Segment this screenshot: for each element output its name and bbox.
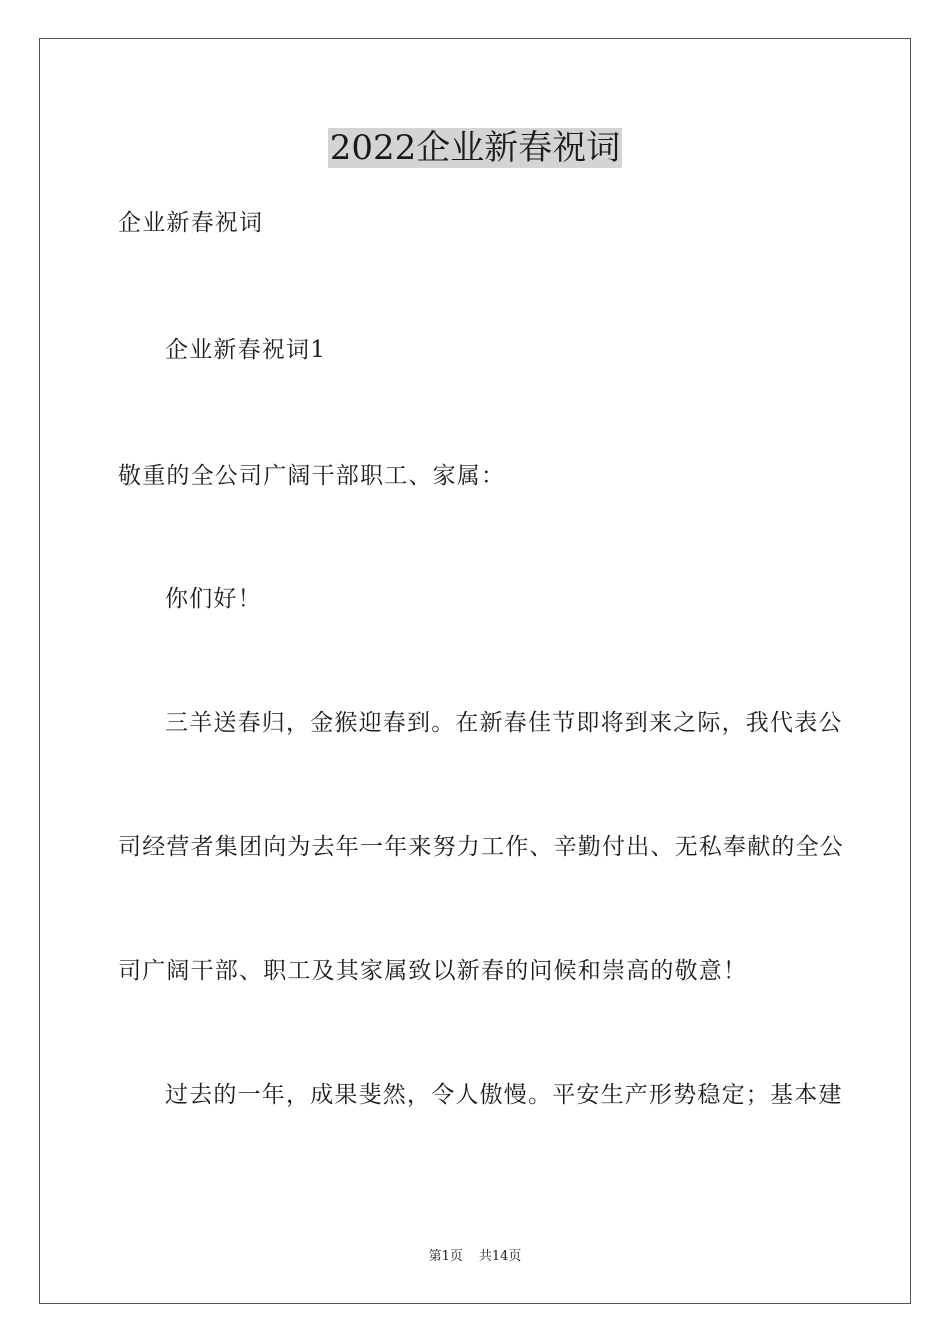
page-number: 第1页 bbox=[428, 1249, 463, 1264]
salutation-line: 敬重的全公司广阔干部职工、家属： bbox=[118, 463, 506, 489]
paragraph-line: 司经营者集团向为去年一年来努力工作、辛勤付出、无私奉献的全公 bbox=[118, 834, 844, 860]
page-total: 共14页 bbox=[478, 1249, 522, 1264]
paragraph-line: 司广阔干部、职工及其家属致以新春的问候和崇高的敬意！ bbox=[118, 958, 748, 984]
title-text: 2022企业新春祝词 bbox=[329, 128, 621, 168]
page-footer bbox=[0, 1248, 950, 1266]
greeting-line: 你们好！ bbox=[165, 586, 262, 612]
document-title bbox=[0, 126, 950, 170]
paragraph-line: 过去的一年，成果斐然，令人傲慢。平安生产形势稳定；基本建 bbox=[165, 1082, 843, 1108]
paragraph-line: 三羊送春归，金猴迎春到。在新春佳节即将到来之际，我代表公 bbox=[165, 710, 843, 736]
subtitle-line: 企业新春祝词 bbox=[118, 210, 264, 236]
section-heading: 企业新春祝词1 bbox=[165, 337, 327, 363]
